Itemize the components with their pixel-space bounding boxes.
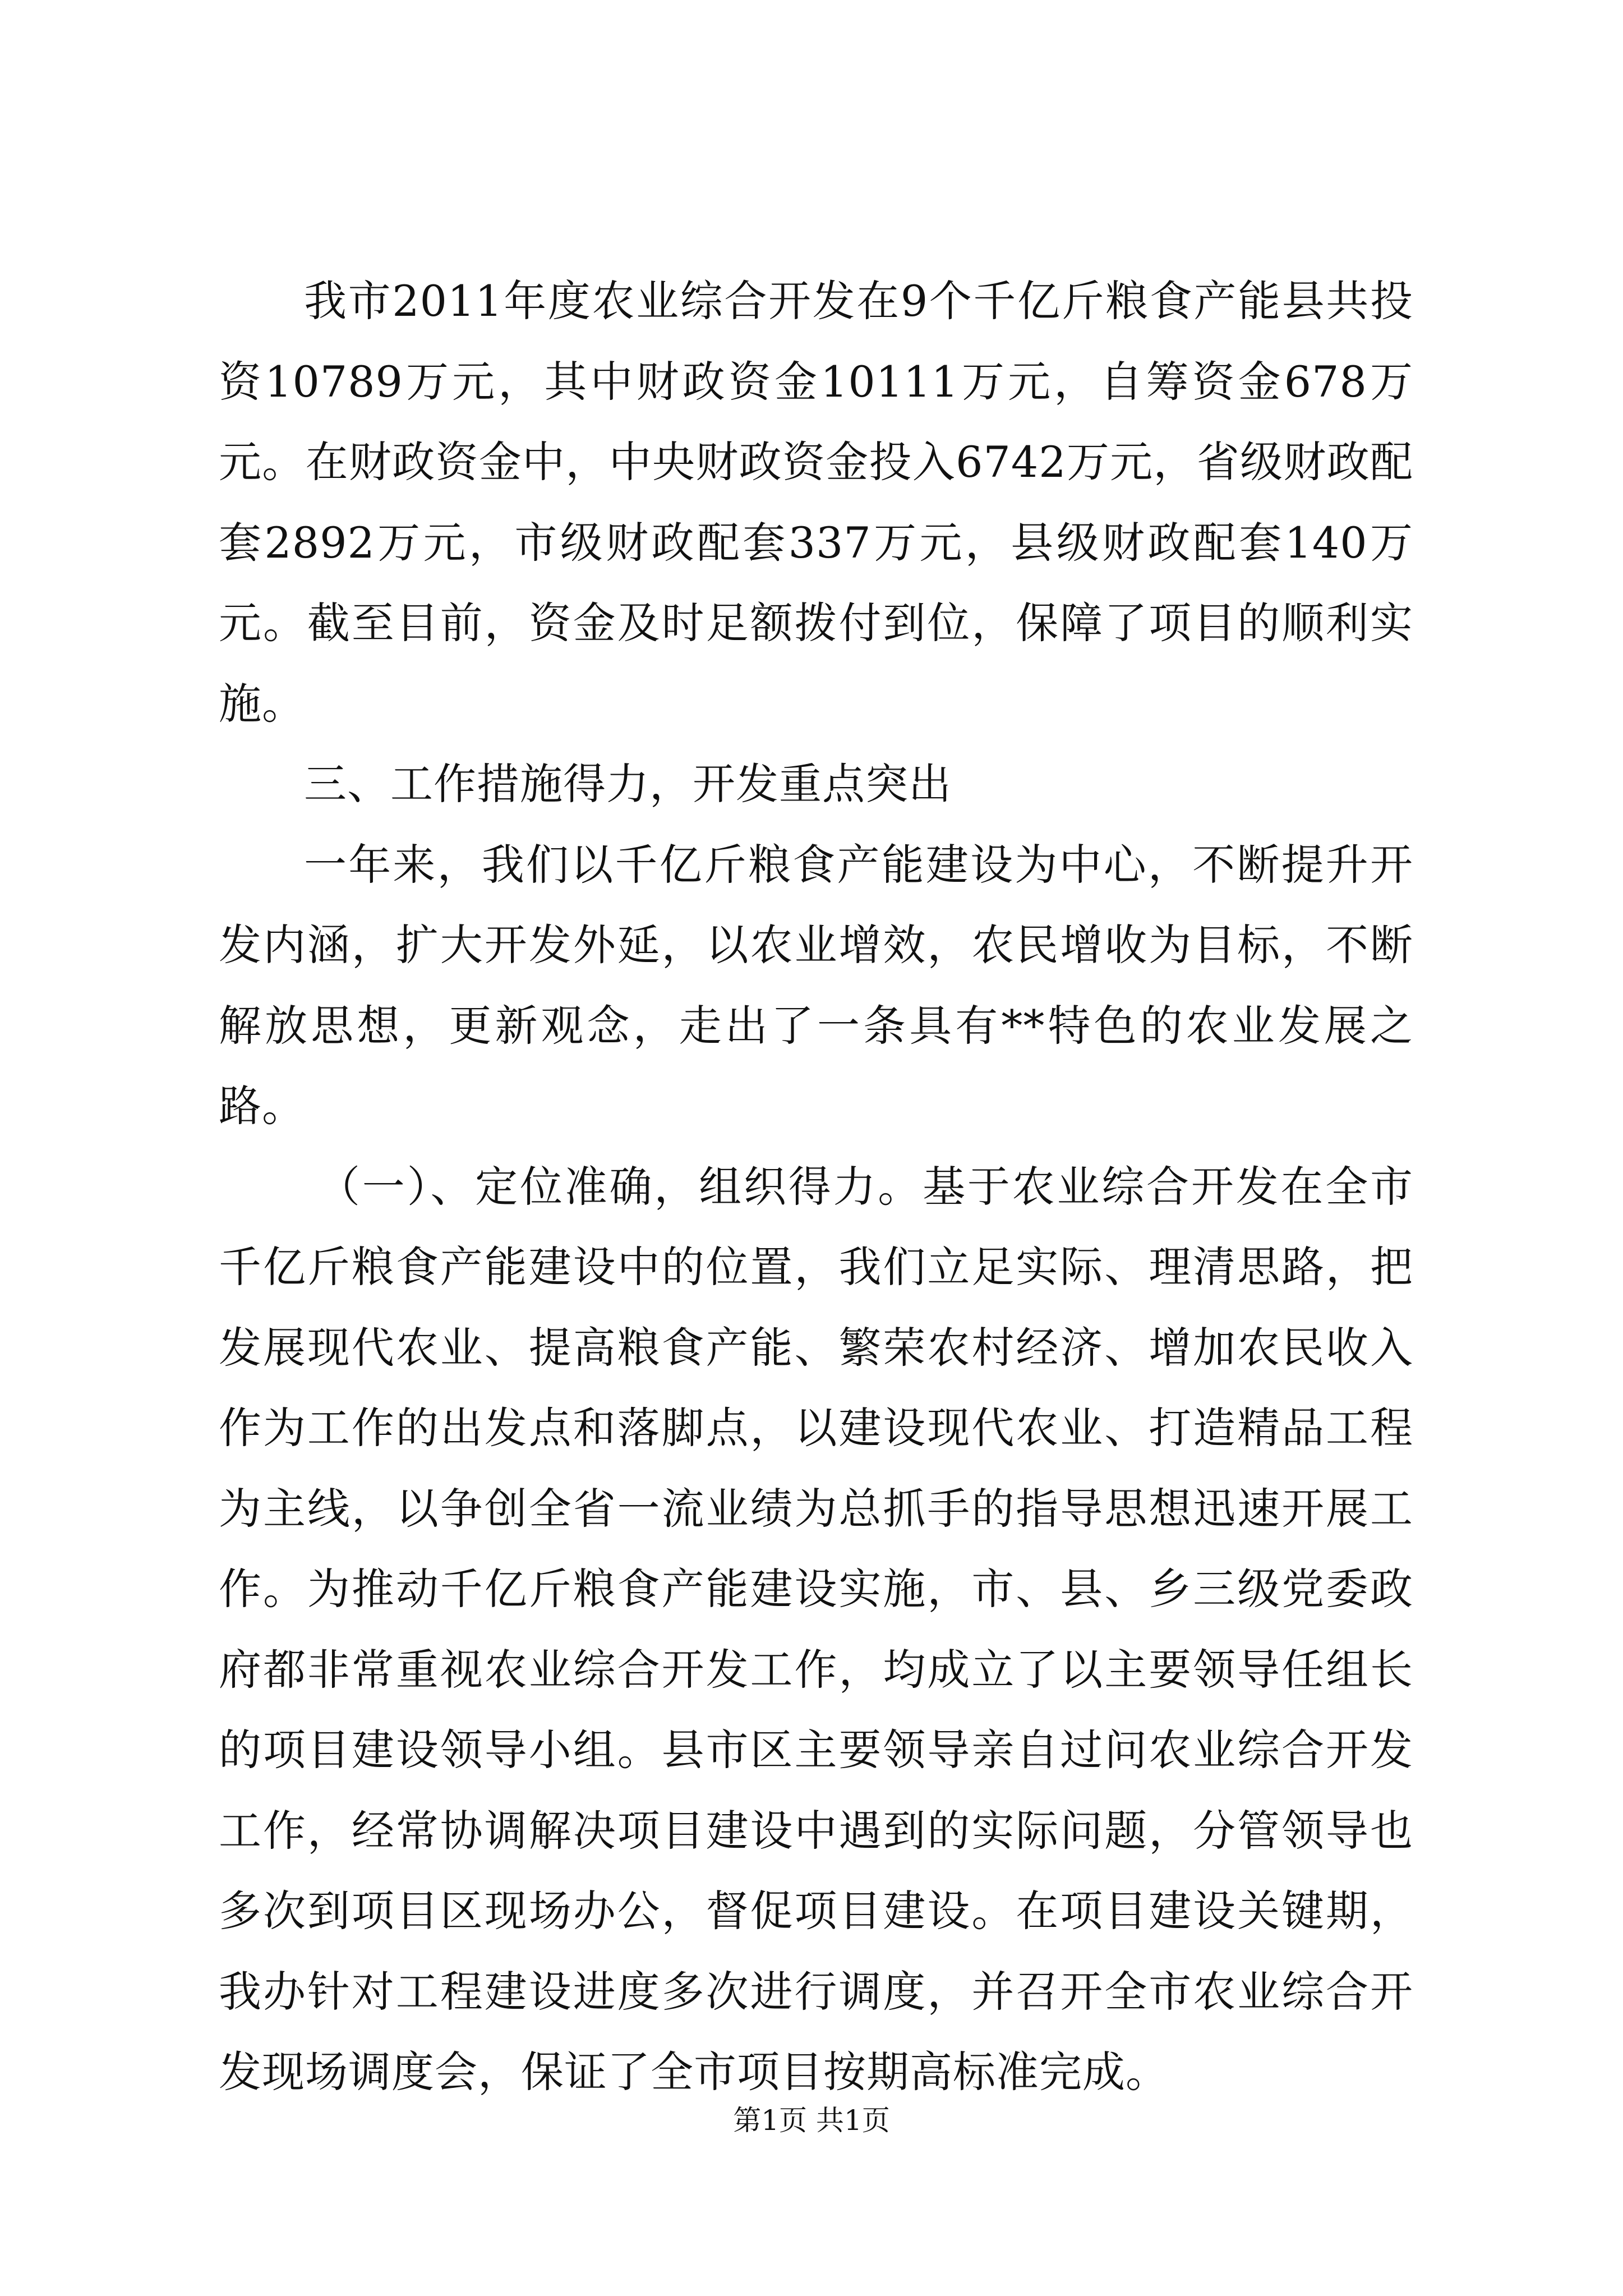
paragraph-overview: 一年来，我们以千亿斤粮食产能建设为中心，不断提升开发内涵，扩大开发外延，以农业增效，农民增收为目标，不断解放思想，更新观念，走出了一条具有**特色的农业发展之路。 <box>219 839 1413 1131</box>
section-heading: 三、工作措施得力，开发重点突出 <box>304 759 952 809</box>
paragraph-organization: （一）、定位准确，组织得力。基于农业综合开发在全市千亿斤粮食产能建设中的位置，我们立足实际、理清思路，把发展现代农业、提高粮食产能、繁荣农村经济、增加农民收入作为工作的出发点和落脚点，以建设现代农业、打造精品工程为主线，以争创全省一流业绩为总抓手的指导思想迅速开展工作。为推动千亿斤粮食产能建设实施，市、县、乡三级党委政府都非常重视农业综合开发工作，均成立了以主要领导任组长的项目建设领导小组。县市区主要领导亲自过问农业综合开发工作，经常协调解决项目建设中遇到的实际问题，分管领导也多次到项目区现场办公，督促项目建设。在项目建设关键期，我办针对工程建设进度多次进行调度，并召开全市农业综合开发现场调度会，保证了全市项目按期高标准完成。 <box>219 1161 1413 2097</box>
page-footer: 第1页 共1页 <box>733 2104 890 2137</box>
paragraph-funding: 我市2011年度农业综合开发在9个千亿斤粮食产能县共投资10789万元，其中财政资金10111万元，自筹资金678万元。在财政资金中，中央财政资金投入6742万元，省级财政配套2892万元，市级财政配套337万元，县级财政配套140万元。截至目前，资金及时足额拨付到位，保障了项目的顺利实施。 <box>219 276 1413 729</box>
document-body <box>219 261 1413 2113</box>
